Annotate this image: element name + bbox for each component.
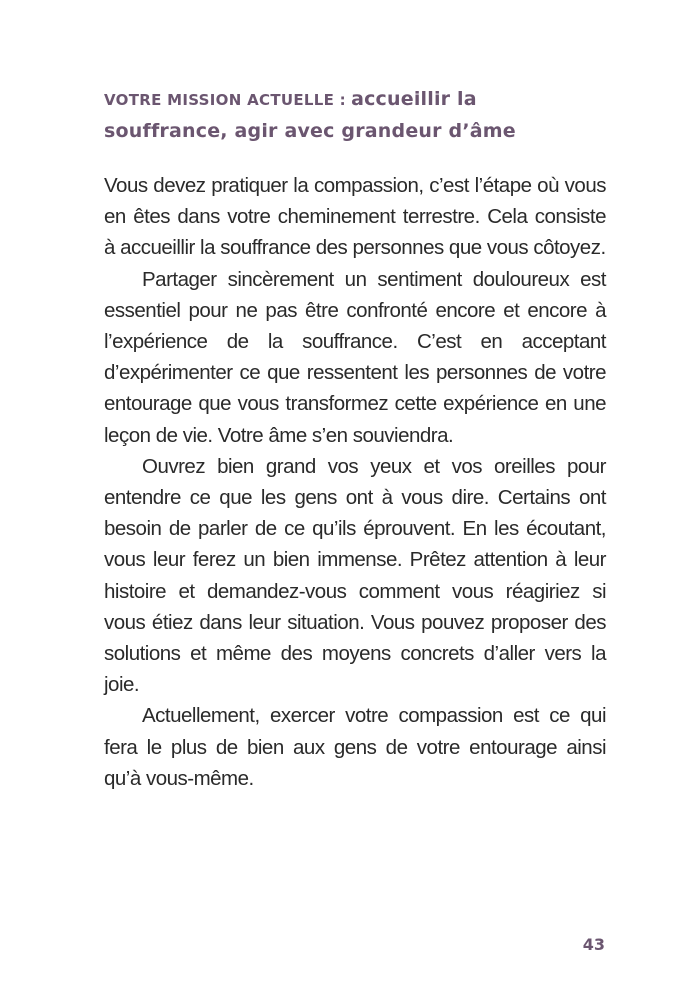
page-number: 43 <box>582 935 605 954</box>
paragraph-1: Vous devez pratiquer la compassion, c’est l’étape où vous en êtes dans votre cheminement terrestre. Cela consiste à accueillir la souffrance des personnes que vous côtoyez. <box>104 174 606 260</box>
paragraph-4: Actuellement, exercer votre compassion est ce qui fera le plus de bien aux gens de votre entourage ainsi qu’à vous-même. <box>104 704 606 790</box>
body-text <box>104 170 606 794</box>
section-heading <box>104 84 604 147</box>
section-heading-caps: VOTRE MISSION ACTUELLE : <box>104 91 346 109</box>
paragraph-3: Ouvrez bien grand vos yeux et vos oreilles pour entendre ce que les gens ont à vous dire. Certains ont besoin de parler de ce qu’ils éprouvent. En les écoutant, vous leur ferez un bien immense. Prêtez attention à leur histoire et demandez-vous comment vous réagiriez si vous étiez dans leur situation. Vous pouvez proposer des solutions et même des moyens concrets d’aller vers la joie. <box>104 454 606 697</box>
paragraph-2: Partager sincèrement un sentiment douloureux est essentiel pour ne pas être confronté encore et encore à l’expérience de la souffrance. C’est en acceptant d’expérimenter ce que ressentent les personnes de votre entourage que vous transformez cette expérience en une leçon de vie. Votre âme s’en souviendra. <box>104 267 606 447</box>
section-heading-title: accueillir la souffrance, agir avec grandeur d’âme <box>104 88 516 142</box>
